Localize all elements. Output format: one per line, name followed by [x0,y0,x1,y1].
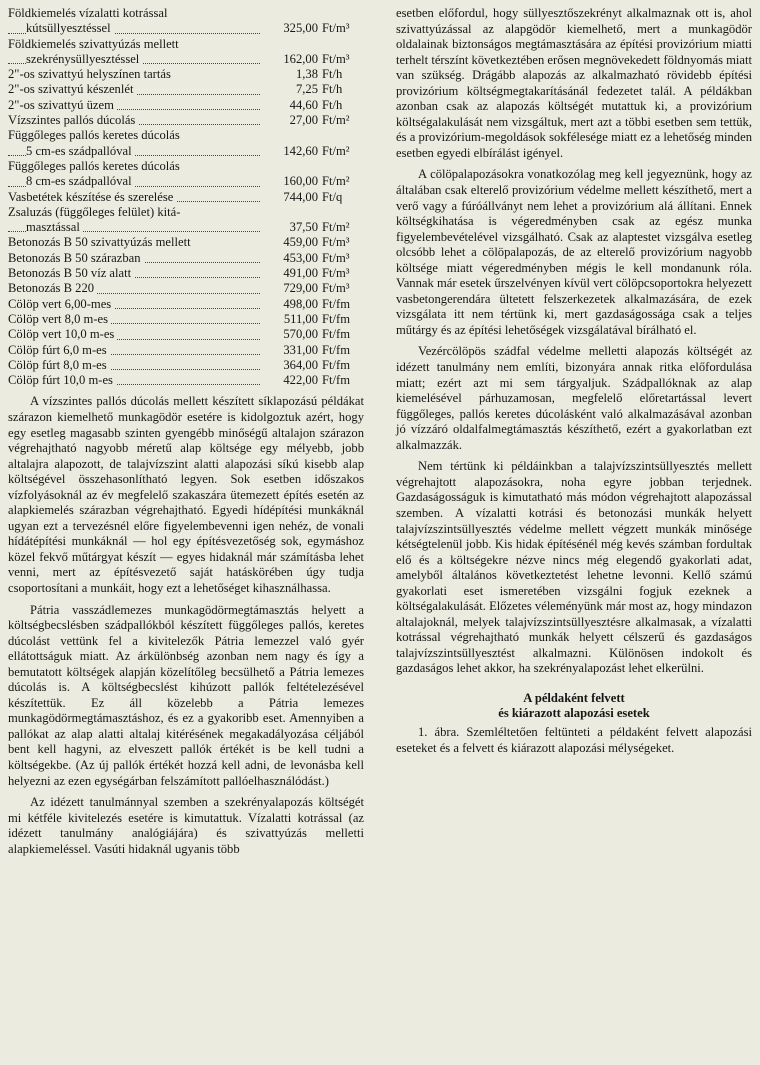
section-heading-line-1: A példaként felvett [523,690,625,705]
price-row-unit: Ft/m² [322,220,350,235]
price-row-label: Betonozás B 50 szárazban [8,251,144,265]
body-paragraph: Pátria vasszádlemezes munkagödörmegtámasztás helyett a költségbecslésben szádpallókból készített függőleges pallós, keretes dúcolást vettünk fel a kivitelezők Pátria lemezzel való gyér ellátottságuk miatt. Az árkülönbség azonban nem nagy és így a bemutatott költségek alapján közelítőleg becsülhető a Pátria lemezes dúcolás is. A költségbecslést kihúzott pallók feltételezésével készítettük. Ez áll közelebb a Pátria lemezes munkagödörmegtámasztáshoz, és ez a gyakoribb eset. Amennyiben a pallókat az alap alatti altalaj kitérésének megakadályozása céljából bent kell hagyni, az elveszett pallók értékét is be kell tudni a költségekbe. (Az új pallók értékét hozzá kell adni, de levonásba kell helyezni az ezen egységárban felszámított pallóelhasználódást.) [8,602,364,788]
price-row-unit: Ft/fm [322,373,350,388]
price-row [8,21,364,36]
price-row-unit: Ft/fm [322,342,350,357]
price-row-label: Függőleges pallós keretes dúcolás [8,159,183,173]
right-column [396,6,752,762]
price-row-label-wrap [8,220,260,235]
price-row [8,98,364,113]
price-row-label: masztással [26,220,83,234]
price-row-label: Cölöp fúrt 8,0 m-es [8,358,110,372]
price-row-label-wrap [8,6,260,21]
price-row-label-wrap [8,82,260,97]
price-row-label-wrap [8,190,260,205]
price-row-label: 8 cm-es szádpallóval [26,174,135,188]
price-row-label: 2"-os szivattyú készenlét [8,82,136,96]
price-row [8,67,364,82]
price-row-value: 459,00 [283,235,318,250]
price-row-label-wrap [8,52,260,67]
price-row-value: 1,38 [295,67,318,82]
price-row-label: 2"-os szivattyú üzem [8,98,117,112]
price-row-label-wrap [8,297,260,312]
body-paragraph: A cölöpalapozásokra vonatkozólag meg kell jegyeznünk, hogy az általában csak elterelő provizórium védelme mellett készíthető, mert a verő vagy a fúróállványt nem lehet a provizórium alá állítani. Ennek költségkihatása is végeredményben csak az egész munka figyelembevételével vizsgálható. Csak az alaptestet vizsgálva esetleg olcsóbb lehet a cölöpalapozás, de az elterelő provizórium nagyobb költsége miatt végeredményben mégis le kell mondanunk róla. Vannak már esetek űrszelvényen kívül vert cölöpcsoportokra helyezett vasbetongerendára ültetett felszerkezetek alkalmazására, de ezek vizsgálata itt nem tértünk ki, mert gazdaságossága csak a teljes műtárgy és az építési lehetőségek vizsgálatával bírálható el. [396,167,752,337]
price-row-label: Földkiemelés szivattyúzás mellett [8,37,182,51]
price-row-value: 453,00 [283,250,318,265]
price-row-label-wrap [8,327,260,342]
body-paragraph: A vízszintes pallós dúcolás mellett készített síklapozású példákat szárazon kiemelhető munkagödör esetére is kidolgoztuk azért, hogy egy esetleg magasabb szinten gyengébb minőségű altalajon szárazon végrehajtható nagyobb méretű alap költsége egy mélyebb, jobb altalajra alapozott, de talajvízszint alatti alapozási síkú kisebb alap költségével összehasonlítható legyen. Sok esetben időszakos vízfolyásoknál az év megfelelő szakaszára ütemezett építés esetén az alapkiemelés szárazban végrehajtható. Egyedi hídépítési munkáknál ugyan ezt a tervezésnél előre figyelembevenni igen nehéz, de vonali hídátépítési munkáknál — hol egy építésvezetőség sok, egymáshoz közel fekvő műtárgyat készít — egyes hidaknál már számításba lehet venni, mert az építésvezető saját hatáskörében úgy tudja csoportosítani a munkáit, hogy ezt a lehetőséget kihasználhassa. [8,394,364,595]
price-row-label: Vasbetétek készítése és szerelése [8,190,176,204]
price-row-value: 491,00 [283,266,318,281]
price-row [8,113,364,128]
price-row-label: kútsüllyesztéssel [26,21,114,35]
price-row-value: 325,00 [283,21,318,36]
price-row-label-wrap [8,98,260,113]
price-row-value: 142,60 [283,143,318,158]
price-row-label-wrap [8,205,260,220]
price-row-value: 331,00 [283,342,318,357]
price-row-value: 744,00 [283,189,318,204]
price-row [8,52,364,67]
price-row-label-wrap [8,113,260,128]
price-row-unit: Ft/h [322,67,343,82]
price-row-unit: Ft/q [322,189,343,204]
price-row-label-wrap [8,37,260,52]
price-row-unit: Ft/m³ [322,266,350,281]
price-row [8,251,364,266]
price-row-label: Cölöp vert 10,0 m-es [8,327,117,341]
price-row [8,220,364,235]
price-row-unit: Ft/m³ [322,250,350,265]
price-row-unit: Ft/h [322,97,343,112]
price-row-value: 570,00 [283,327,318,342]
price-row-label: 5 cm-es szádpallóval [26,144,135,158]
price-row [8,82,364,97]
price-row-label-wrap [8,251,260,266]
price-row [8,37,364,52]
price-row-value: 729,00 [283,281,318,296]
price-row [8,174,364,189]
price-row-label-wrap [8,159,260,174]
price-row-value: 498,00 [283,296,318,311]
price-row-label-wrap [8,128,260,143]
price-row-value: 37,50 [289,220,318,235]
price-row-value: 511,00 [283,311,318,326]
price-row-label: Betonozás B 50 szivattyúzás mellett [8,235,194,249]
price-row [8,373,364,388]
price-row [8,128,364,143]
price-row-label: szekrénysüllyesztéssel [26,52,142,66]
price-row-label: 2"-os szivattyú helyszínen tartás [8,67,174,81]
price-row-value: 44,60 [289,97,318,112]
price-row-label: Földkiemelés vízalatti kotrással [8,6,170,20]
price-row-label-wrap [8,373,260,388]
price-row [8,190,364,205]
section-heading-line-2: és kiárazott alapozási esetek [498,705,650,720]
price-row-value: 364,00 [283,357,318,372]
body-paragraph: Az idézett tanulmánnyal szemben a szekrényalapozás költségét mi kétféle kivitelezés esetére is kimutattuk. Vízalatti kotrással (az idézett tanulmány analógiájára) és szivattyúzás melletti alapkiemeléssel. Vasúti hidaknál ugyanis több [8,795,364,856]
price-row-unit: Ft/fm [322,327,350,342]
price-row-value: 27,00 [289,113,318,128]
price-row-label: Cölöp vert 6,00-mes [8,297,114,311]
price-row-unit: Ft/m² [322,174,350,189]
price-row [8,297,364,312]
price-table [8,6,364,388]
figure-caption-paragraph: 1. ábra. Szemléltetően feltünteti a példaként felvett alapozási eseteket és a felvett és kiárazott alapozási mélységeket. [396,724,752,755]
price-row [8,281,364,296]
price-row-value: 162,00 [283,51,318,66]
price-row-label-wrap [8,67,260,82]
price-row-unit: Ft/m³ [322,235,350,250]
price-row-label-wrap [8,281,260,296]
price-row-unit: Ft/m³ [322,281,350,296]
price-row [8,144,364,159]
price-row [8,312,364,327]
body-paragraph: esetben előfordul, hogy süllyesztőszekrényt alkalmaznak ott is, ahol szivattyúzással az alapgödör kiemelhető, mert a munkagödör oldalainak biztonságos megtámasztására az építési provizórium miatti terhelt térszínt következtében erősen megnövekedett földnyomás miatt van szükség. Drágább alapozás az alkalmazható rövidebb építési provizórium költségmegtakarításánál fedezetet talál. A példákban azonban csak az alapozás költségét mutattuk ki, a provizórium költségalakulását nem vizsgáltuk, mert azt a többi esetben sem tettük, és a provizórium-megoldások sokfélesége miatt ez a lehetőség minden esetben egyedi elbírálást igényel. [396,6,753,160]
price-row [8,358,364,373]
price-row-value: 422,00 [283,373,318,388]
section-heading [396,691,752,721]
price-row-label: Cölöp fúrt 10,0 m-es [8,373,116,387]
price-row-unit: Ft/m² [322,143,350,158]
price-row [8,343,364,358]
price-row-label-wrap [8,174,260,189]
price-row-label-wrap [8,343,260,358]
price-row-unit: Ft/m³ [322,21,350,36]
price-row-unit: Ft/m³ [322,51,350,66]
price-row [8,235,364,250]
price-row-value: 160,00 [283,174,318,189]
price-row-label: Cölöp fúrt 6,0 m-es [8,343,110,357]
price-row-label-wrap [8,312,260,327]
price-row [8,266,364,281]
price-row-label: Vízszintes pallós dúcolás [8,113,138,127]
right-text [396,6,752,677]
left-column [8,6,364,857]
price-row-unit: Ft/m² [322,113,350,128]
price-row-unit: Ft/fm [322,311,350,326]
price-row-label-wrap [8,144,260,159]
price-row-label-wrap [8,266,260,281]
price-row [8,6,364,21]
price-row-label: Cölöp vert 8,0 m-es [8,312,111,326]
price-row-label: Zsaluzás (függőleges felület) kitá- [8,205,183,219]
price-row-unit: Ft/fm [322,296,350,311]
price-row-label-wrap [8,358,260,373]
left-text [8,394,364,857]
body-paragraph: Vezércölöpös szádfal védelme melletti alapozás költségét az idézett tanulmány nem említi, bizonyára annak ritka előfordulása miatt; ezért azt mi sem tárgyaljuk. Szádpallóknak az alap kiemelésével párhuzamosan, megfelelő előretartással levert függőleges, pallós keretes dúcolásként való alkalmazásával azonban jó vízzáró oldalfalmegtámasztás készíthető, ezért a gyakorlatban ezt alkalmazzák. [396,344,752,452]
price-row-label-wrap [8,21,260,36]
body-paragraph: Nem tértünk ki példáinkban a talajvízszintsüllyesztés mellett végrehajtott alapozásokra, noha egyre jobban terjednek. Gazdaságosságuk is kimutatható más módon végrehajtott alapozással szemben. A vízalatti kotrási és betonozási munkák helyett talajvízszintsüllyesztés védelme mellett végzett munkák minősége kétségtelenül jobb. Kis hidak építésénél még kevés számban fordultak elő és a költségekre nézve nincs még elegendő gyakorlati adat, amelyből általános következtetést lehetne levonni. Kellő számú gyakorlati eset ismeretében vizsgálni fogjuk ezeknek a költségalakulását. Előzetes véleményünk már most az, hogy mindazon altalajoknál, melyek talajvízszintsüllyesztésre alkalmasak, a vízalatti kotrással végrehajtható munkák helyett célszerű és gazdaságos talajvízszintsüllyesztést alkalmazni. Különösen indokolt és gazdaságos lehet akkor, ha szekrényalapozást lehet elkerülni. [396,459,752,676]
price-row [8,205,364,220]
price-row-label: Függőleges pallós keretes dúcolás [8,128,183,142]
price-row-unit: Ft/fm [322,357,350,372]
price-row [8,327,364,342]
price-row [8,159,364,174]
price-row-label-wrap [8,235,260,250]
price-row-label: Betonozás B 50 víz alatt [8,266,134,280]
price-row-label: Betonozás B 220 [8,281,97,295]
price-row-value: 7,25 [295,82,318,97]
price-row-unit: Ft/h [322,82,343,97]
